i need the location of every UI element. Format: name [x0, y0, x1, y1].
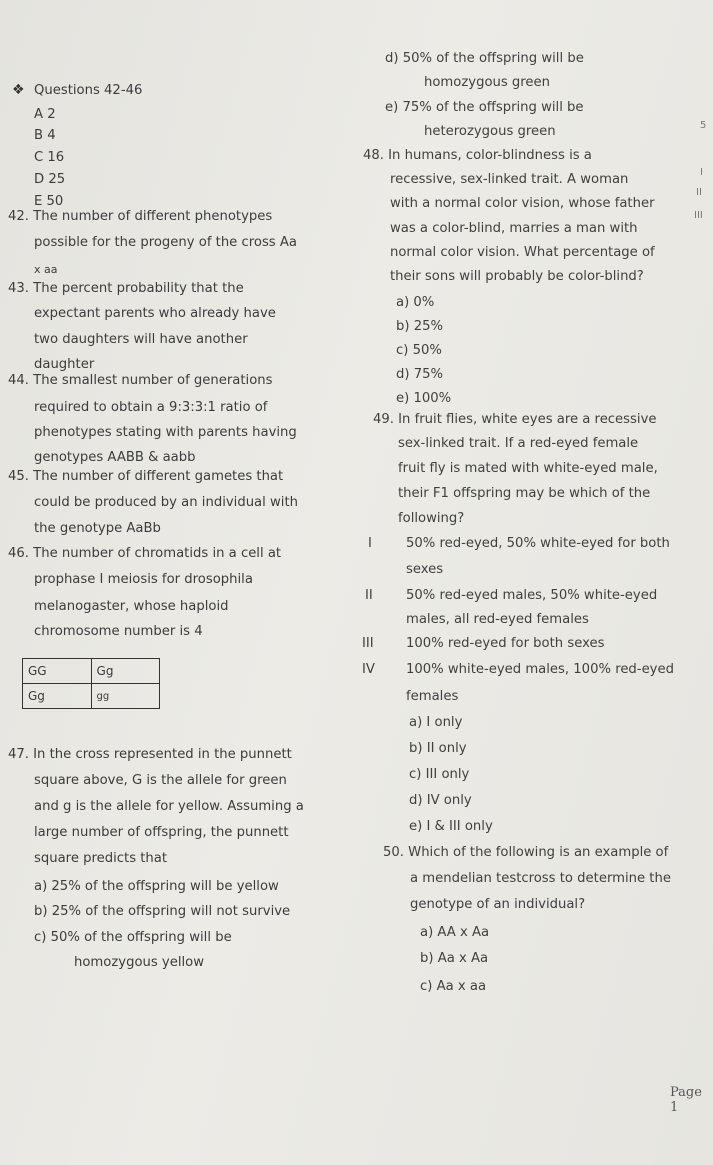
section-header: Questions 42-46: [34, 83, 143, 98]
question-47-line: 47. In the cross represented in the punnett: [8, 747, 292, 762]
margin-mark: 5: [700, 120, 707, 131]
statement-numeral: II: [365, 588, 373, 603]
question-48-line: their sons will probably be color-blind?: [390, 269, 644, 284]
question-48-option: a) 0%: [396, 295, 435, 310]
statement-numeral: III: [362, 636, 374, 651]
question-50-line: genotype of an individual?: [410, 897, 586, 912]
question-47-line: square above, G is the allele for green: [34, 773, 287, 788]
question-50-option: a) AA x Aa: [420, 925, 490, 940]
question-46-line: prophase I meiosis for drosophila: [34, 572, 253, 587]
question-46-line: melanogaster, whose haploid: [34, 599, 229, 614]
question-49-option: d) IV only: [409, 793, 472, 808]
question-48-option: e) 100%: [396, 391, 452, 406]
question-42-line: x aa: [34, 263, 58, 276]
margin-mark: I: [700, 167, 703, 178]
answer-option: B 4: [34, 128, 56, 143]
question-44-line: genotypes AABB & aabb: [34, 450, 196, 465]
punnett-cell: gg: [91, 684, 159, 709]
question-49-line: their F1 offspring may be which of the: [398, 486, 651, 501]
question-48-line: normal color vision. What percentage of: [390, 245, 655, 260]
question-47-line: and g is the allele for yellow. Assuming a: [34, 799, 304, 814]
statement-text: 100% red-eyed for both sexes: [406, 636, 605, 651]
question-49-line: following?: [398, 511, 465, 526]
statement-text: 50% red-eyed, 50% white-eyed for both: [406, 536, 670, 551]
margin-mark: III: [694, 210, 703, 221]
bullet-diamond-icon: ❖: [12, 82, 25, 98]
question-49-line: sex-linked trait. If a red-eyed female: [398, 436, 639, 451]
question-49-option: c) III only: [409, 767, 470, 782]
question-42-line: 42. The number of different phenotypes: [8, 209, 273, 224]
page-number: Page 1: [670, 1085, 702, 1115]
question-48-line: with a normal color vision, whose father: [390, 196, 655, 211]
question-47-option: d) 50% of the offspring will be: [385, 51, 584, 66]
question-48-line: 48. In humans, color-blindness is a: [363, 148, 592, 163]
question-43-line: 43. The percent probability that the: [8, 281, 244, 296]
question-48-line: was a color-blind, marries a man with: [390, 221, 638, 236]
punnett-cell: GG: [23, 659, 92, 684]
question-42-line: possible for the progeny of the cross Aa: [34, 235, 297, 250]
answer-option: E 50: [34, 194, 64, 209]
question-44-line: 44. The smallest number of generations: [8, 373, 273, 388]
question-47-option: a) 25% of the offspring will be yellow: [34, 879, 279, 894]
statement-numeral: IV: [362, 662, 375, 677]
answer-option: D 25: [34, 172, 66, 187]
question-47-option: homozygous yellow: [74, 955, 205, 970]
statement-text: females: [406, 689, 459, 704]
question-50-option: b) Aa x Aa: [420, 951, 489, 966]
question-45-line: the genotype AaBb: [34, 521, 161, 536]
question-43-line: expectant parents who already have: [34, 306, 276, 321]
question-43-line: two daughters will have another: [34, 332, 248, 347]
question-45-line: could be produced by an individual with: [34, 495, 298, 510]
statement-numeral: I: [368, 536, 372, 551]
question-45-line: 45. The number of different gametes that: [8, 469, 284, 484]
question-50-line: 50. Which of the following is an example of: [383, 845, 669, 860]
question-48-option: c) 50%: [396, 343, 442, 358]
question-50-line: a mendelian testcross to determine the: [410, 871, 671, 886]
statement-text: males, all red-eyed females: [406, 612, 589, 627]
question-49-option: a) I only: [409, 715, 463, 730]
question-48-option: b) 25%: [396, 319, 444, 334]
question-48-option: d) 75%: [396, 367, 444, 382]
question-43-line: daughter: [34, 357, 95, 372]
question-49-line: 49. In fruit flies, white eyes are a recessive: [373, 412, 657, 427]
question-48-line: recessive, sex-linked trait. A woman: [390, 172, 629, 187]
punnett-square: [22, 658, 160, 709]
statement-text: 50% red-eyed males, 50% white-eyed: [406, 588, 658, 603]
question-44-line: required to obtain a 9:3:3:1 ratio of: [34, 400, 268, 415]
question-47-line: square predicts that: [34, 851, 168, 866]
question-47-option: heterozygous green: [424, 124, 556, 139]
question-46-line: 46. The number of chromatids in a cell at: [8, 546, 282, 561]
punnett-cell: Gg: [23, 684, 92, 709]
question-47-option: b) 25% of the offspring will not survive: [34, 904, 291, 919]
punnett-cell: Gg: [91, 659, 159, 684]
question-49-option: e) I & III only: [409, 819, 493, 834]
question-49-option: b) II only: [409, 741, 467, 756]
question-50-option: c) Aa x aa: [420, 979, 487, 994]
statement-text: 100% white-eyed males, 100% red-eyed: [406, 662, 674, 677]
question-46-line: chromosome number is 4: [34, 624, 203, 639]
answer-option: A 2: [34, 107, 56, 122]
question-49-line: fruit fly is mated with white-eyed male,: [398, 461, 658, 476]
question-44-line: phenotypes stating with parents having: [34, 425, 297, 440]
question-47-option: e) 75% of the offspring will be: [385, 100, 584, 115]
statement-text: sexes: [406, 562, 444, 577]
question-47-line: large number of offspring, the punnett: [34, 825, 289, 840]
question-47-option: homozygous green: [424, 75, 551, 90]
question-47-option: c) 50% of the offspring will be: [34, 930, 232, 945]
margin-mark: II: [696, 187, 702, 198]
answer-option: C 16: [34, 150, 65, 165]
